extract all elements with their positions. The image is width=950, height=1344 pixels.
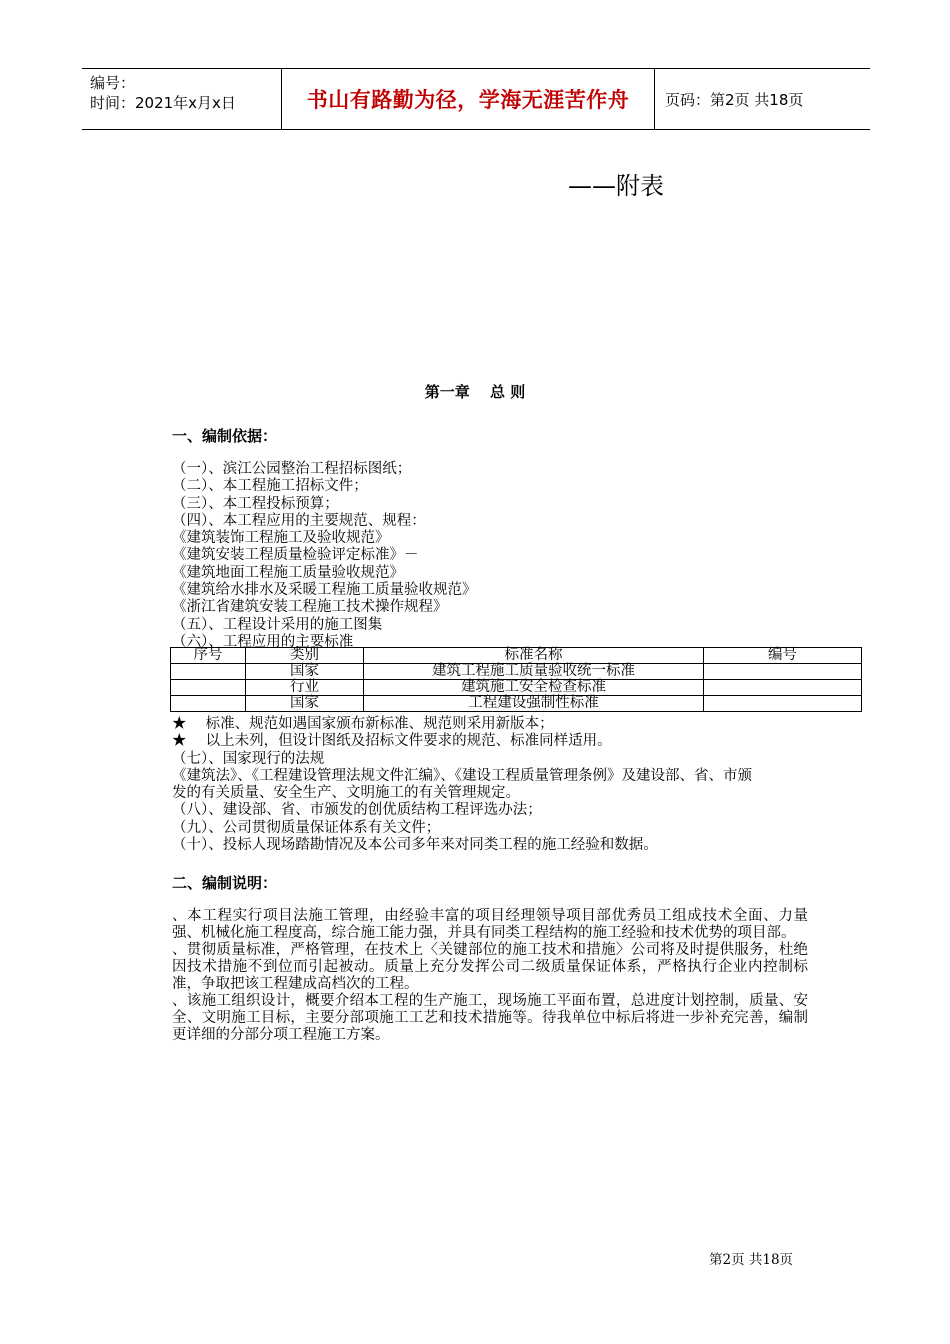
list-item: （六）、工程应用的主要标准 (172, 633, 354, 650)
table-row (171, 664, 862, 680)
list-item: （七）、国家现行的法规 (172, 750, 325, 767)
table-cell (704, 664, 862, 680)
list-item: 《建筑地面工程施工质量验收规范》 (172, 564, 404, 581)
list-item: 《浙江省建筑安装工程施工技术操作规程》 (172, 599, 448, 616)
list-item: ★ 以上未列，但设计图纸及招标文件要求的规范、标准同样适用。 (172, 733, 612, 750)
table-header-cell: 序号 (171, 648, 246, 664)
list-item: 《建筑安装工程质量检验评定标准》－ (172, 547, 419, 564)
section1-title: 一、编制依据： (172, 427, 278, 445)
table-cell: 国家 (246, 664, 364, 680)
number-label: 编号： (90, 74, 136, 92)
header-meta (82, 69, 282, 129)
list-item: （四）、本工程应用的主要规范、规程： (172, 512, 426, 529)
paragraph: 、本工程实行项目法施工管理，由经验丰富的项目经理领导项目部优秀员工组成技术全面、力量强、机械化施工程度高，综合施工能力强，并具有同类工程结构的施工经验和技术优势的项目部。 (172, 908, 808, 941)
header-motto: 书山有路勤为径，学海无涯苦作舟 (306, 88, 630, 112)
appendix-title: ——附表 (568, 172, 664, 200)
list-item: （十）、投标人现场踏勘情况及本公司多年来对同类工程的施工经验和数据。 (172, 837, 658, 854)
list-item: 《建筑装饰工程施工及验收规范》 (172, 530, 390, 547)
chapter-title: 第一章 总 则 (424, 383, 526, 401)
list-item: （五）、工程设计采用的施工图集 (172, 616, 383, 633)
list-item: （八）、建设部、省、市颁发的创优质结构工程评选办法； (172, 802, 542, 819)
list-item: 发的有关质量、安全生产、文明施工的有关管理规定。 (172, 785, 520, 802)
page-header (82, 68, 870, 130)
list-item: ★ 标准、规范如遇国家颁布新标准、规范则采用新版本； (172, 716, 554, 732)
section2-title: 二、编制说明： (172, 874, 278, 892)
table-cell (171, 696, 246, 712)
list-item: （二）、本工程施工招标文件； (172, 478, 368, 495)
table-cell: 建筑工程施工质量验收统一标准 (364, 664, 704, 680)
list-item: 《建筑给水排水及采暖工程施工质量验收规范》 (172, 582, 477, 599)
paragraph: 、贯彻质量标准，严格管理，在技术上〈关键部位的施工技术和措施〉公司将及时提供服务，杜绝因技术措施不到位而引起被动。质量上充分发挥公司二级质量保证体系，严格执行企业内控制标准，争取把该工程建成高档次的工程。 (172, 942, 808, 992)
table-cell: 工程建设强制性标准 (364, 696, 704, 712)
section1-after-table (172, 716, 752, 854)
section2-paragraphs (172, 908, 808, 1044)
table-header-cell: 类别 (246, 648, 364, 664)
table-row (171, 680, 862, 696)
list-item: 《建筑法》、《工程建设管理法规文件汇编》、《建设工程质量管理条例》及建设部、省、市颁 (172, 767, 752, 784)
time-label: 时间：2021年x月x日 (90, 94, 236, 112)
table-cell (704, 680, 862, 696)
standards-table (170, 647, 862, 712)
table-cell: 行业 (246, 680, 364, 696)
section1-items (172, 461, 477, 651)
table-cell: 建筑施工安全检查标准 (364, 680, 704, 696)
list-item: （一）、滨江公园整治工程招标图纸； (172, 461, 412, 477)
header-page-info: 页码：第2页 共18页 (665, 90, 804, 109)
list-item: （九）、公司贯彻质量保证体系有关文件； (172, 819, 441, 836)
paragraph: 、该施工组织设计，概要介绍本工程的生产施工，现场施工平面布置，总进度计划控制，质量、安全、文明施工目标，主要分部项施工工艺和技术措施等。待我单位中标后将进一步补充完善，编制更详细的分部分项工程施工方案。 (172, 993, 808, 1043)
table-cell (171, 680, 246, 696)
header-motto-cell (282, 69, 655, 129)
table-cell (171, 664, 246, 680)
table-header-cell: 标准名称 (364, 648, 704, 664)
page-footer: 第2页 共18页 (709, 1252, 794, 1268)
table-cell: 国家 (246, 696, 364, 712)
table-header-row (171, 648, 862, 664)
list-item: （三）、本工程投标预算； (172, 495, 339, 512)
table-cell (704, 696, 862, 712)
table-header-cell: 编号 (704, 648, 862, 664)
table-row (171, 696, 862, 712)
